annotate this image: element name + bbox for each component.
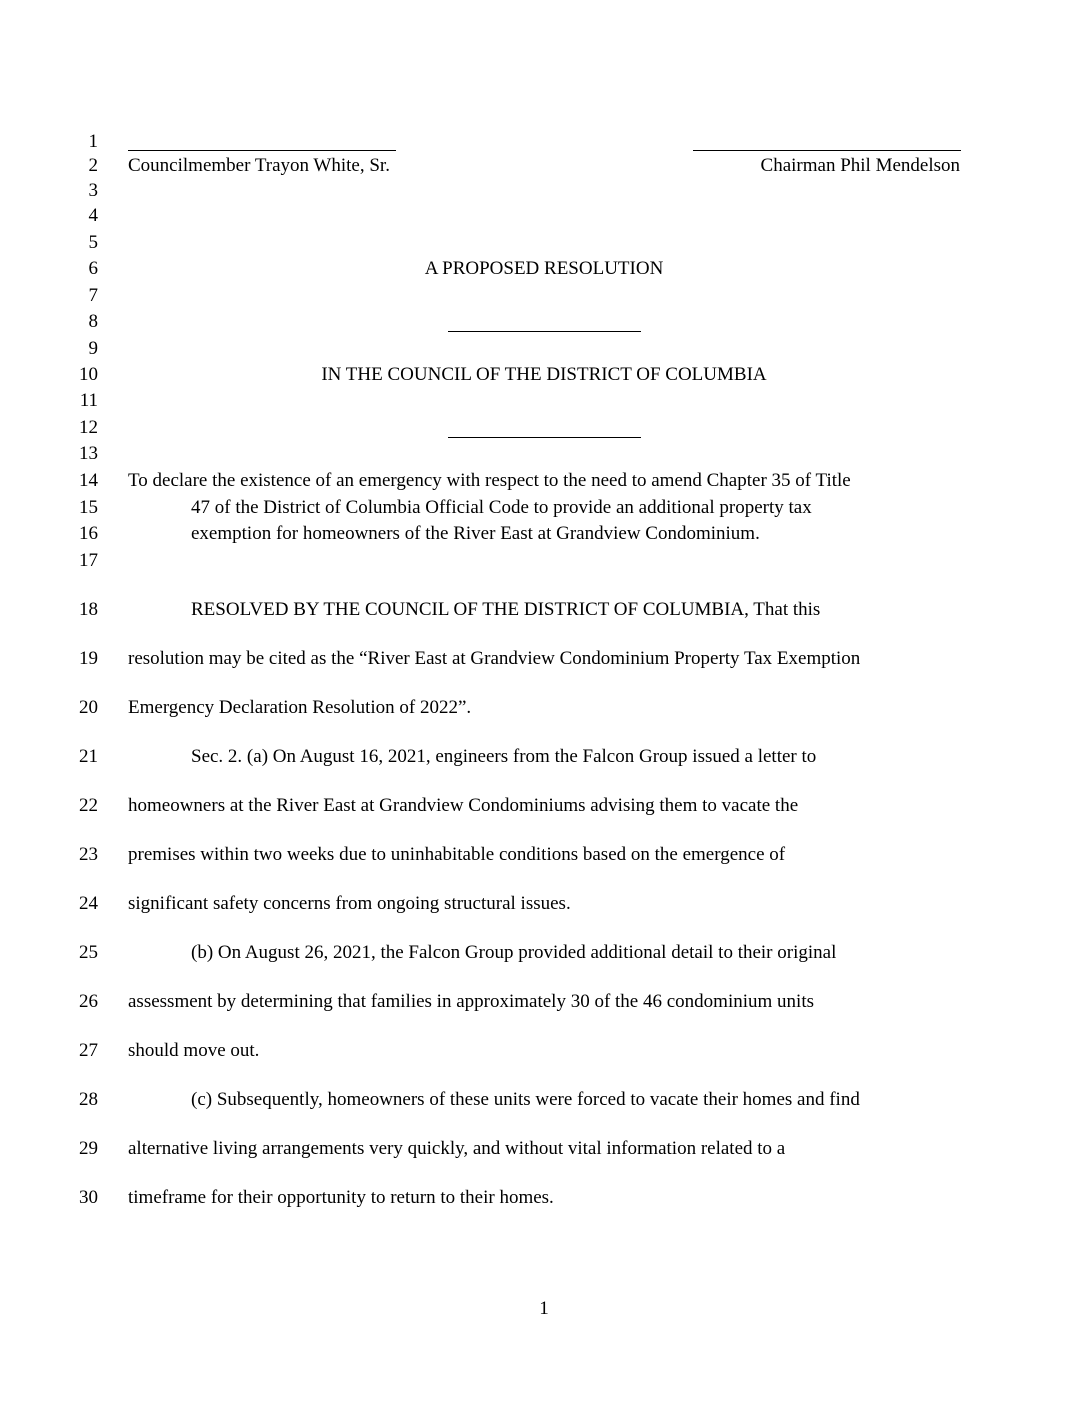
- body-line: premises within two weeks due to uninhabitable conditions based on the emergence of: [128, 844, 786, 865]
- line-number: 2: [88, 155, 98, 176]
- line-number: 6: [88, 258, 98, 279]
- signature-name-right: Chairman Phil Mendelson: [760, 155, 960, 176]
- title-rule: [448, 331, 641, 332]
- line-number: 12: [79, 417, 98, 438]
- line-number: 9: [88, 338, 98, 359]
- line-number: 20: [79, 697, 98, 718]
- page-number: 1: [539, 1298, 549, 1319]
- line-number: 17: [79, 550, 98, 571]
- body-line: homeowners at the River East at Grandview Condominiums advising them to vacate the: [128, 795, 799, 816]
- line-number: 29: [79, 1138, 98, 1159]
- line-number: 16: [79, 523, 98, 544]
- line-number: 26: [79, 991, 98, 1012]
- body-line: Emergency Declaration Resolution of 2022”.: [128, 697, 472, 718]
- document-title: A PROPOSED RESOLUTION: [424, 258, 664, 279]
- long-title-line: 47 of the District of Columbia Official Code to provide an additional property tax: [191, 497, 812, 518]
- line-number: 10: [79, 364, 98, 385]
- long-title-line: exemption for homeowners of the River East at Grandview Condominium.: [191, 523, 760, 544]
- line-number: 13: [79, 443, 98, 464]
- body-line: alternative living arrangements very quickly, and without vital information related to a: [128, 1138, 786, 1159]
- council-heading: IN THE COUNCIL OF THE DISTRICT OF COLUMBIA: [321, 364, 767, 385]
- line-number: 25: [79, 942, 98, 963]
- line-number: 5: [88, 232, 98, 253]
- body-line: assessment by determining that families in approximately 30 of the 46 condominium units: [128, 991, 814, 1012]
- line-number: 28: [79, 1089, 98, 1110]
- line-number: 7: [88, 285, 98, 306]
- long-title-line: To declare the existence of an emergency with respect to the need to amend Chapter 35 of Title: [128, 470, 851, 491]
- line-number: 4: [88, 205, 98, 226]
- line-number: 3: [88, 180, 98, 201]
- line-number: 30: [79, 1187, 98, 1208]
- line-number: 19: [79, 648, 98, 669]
- line-number: 8: [88, 311, 98, 332]
- body-line: Sec. 2. (a) On August 16, 2021, engineers from the Falcon Group issued a letter to: [191, 746, 817, 767]
- line-number: 15: [79, 497, 98, 518]
- line-number: 11: [79, 390, 98, 411]
- body-line: (b) On August 26, 2021, the Falcon Group provided additional detail to their original: [191, 942, 837, 963]
- line-number: 1: [88, 131, 98, 152]
- line-number: 18: [79, 599, 98, 620]
- body-line: timeframe for their opportunity to return to their homes.: [128, 1187, 554, 1208]
- council-rule: [448, 437, 641, 438]
- body-line: RESOLVED BY THE COUNCIL OF THE DISTRICT OF COLUMBIA, That this: [191, 599, 821, 620]
- body-line: significant safety concerns from ongoing structural issues.: [128, 893, 571, 914]
- body-line: (c) Subsequently, homeowners of these units were forced to vacate their homes and find: [191, 1089, 860, 1110]
- line-number: 24: [79, 893, 98, 914]
- line-number: 21: [79, 746, 98, 767]
- line-number: 14: [79, 470, 98, 491]
- body-line: resolution may be cited as the “River East at Grandview Condominium Property Tax Exemption: [128, 648, 861, 669]
- line-number: 27: [79, 1040, 98, 1061]
- signature-line-left: [128, 150, 396, 151]
- line-number: 23: [79, 844, 98, 865]
- body-line: should move out.: [128, 1040, 260, 1061]
- signature-name-left: Councilmember Trayon White, Sr.: [128, 155, 390, 176]
- signature-line-right: [693, 150, 961, 151]
- line-number: 22: [79, 795, 98, 816]
